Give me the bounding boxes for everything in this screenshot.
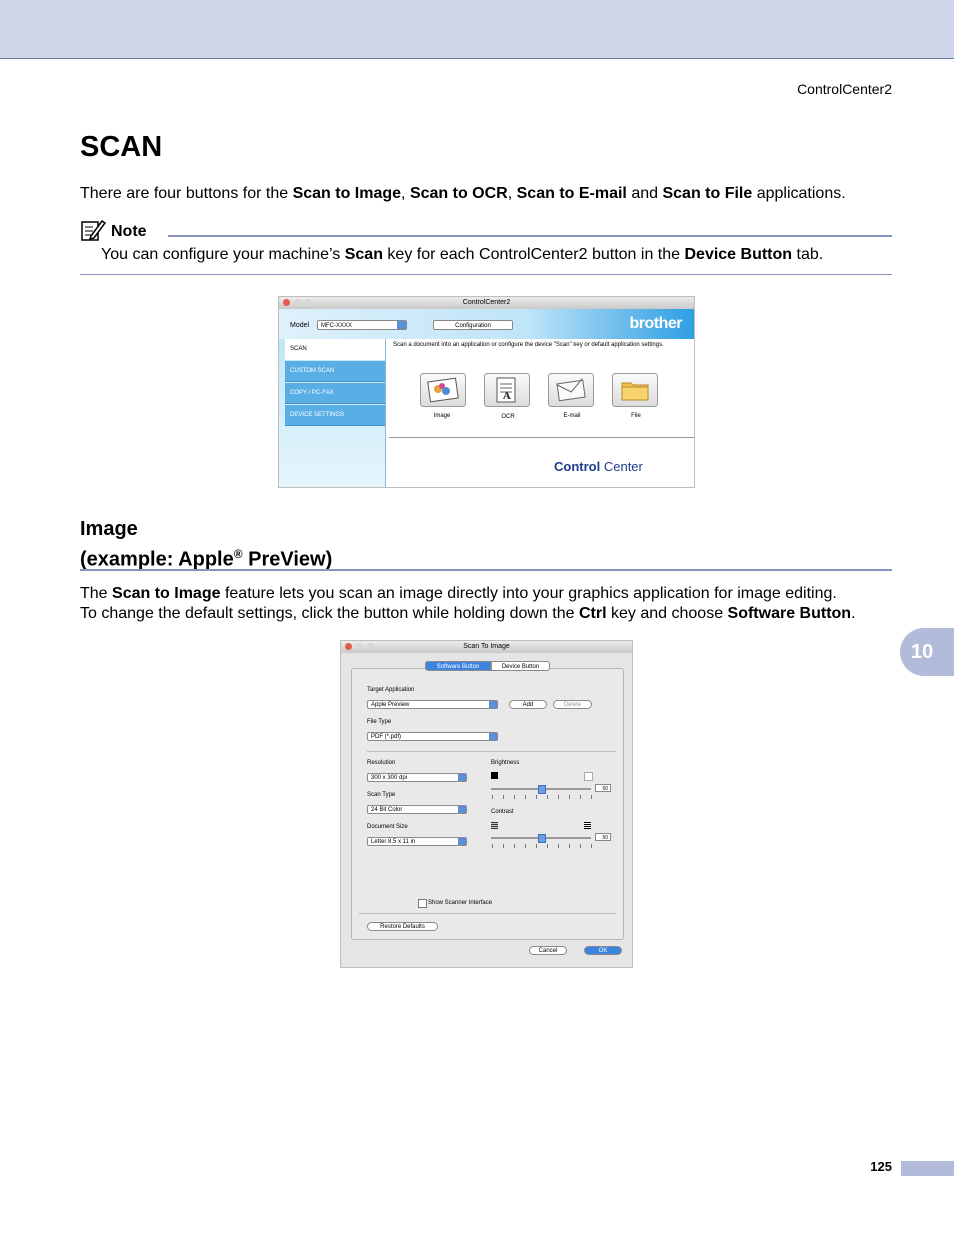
chevron-down-icon — [458, 838, 466, 845]
file-type-label: File Type — [367, 719, 392, 725]
cc-window-title: ControlCenter2 — [462, 299, 511, 306]
cc-sidebar — [279, 339, 386, 487]
resolution-select[interactable]: 300 x 300 dpi — [367, 773, 467, 782]
brother-logo: brother — [629, 315, 682, 332]
document-size-label: Document Size — [367, 824, 408, 830]
brightness-label: Brightness — [491, 760, 520, 766]
footer-separator — [359, 913, 616, 914]
restore-defaults-button[interactable]: Restore Defaults — [367, 922, 438, 931]
brightness-ticks — [492, 795, 592, 799]
sidebar-item-device-settings[interactable]: DEVICE SETTINGS — [285, 405, 385, 426]
target-application-select[interactable]: Apple Preview — [367, 700, 498, 709]
envelope-icon — [549, 374, 593, 406]
contrast-value-field[interactable]: 50 — [595, 833, 611, 841]
page-number: 125 — [870, 1159, 892, 1174]
tab-device-button[interactable]: Device Button — [491, 661, 550, 671]
controlcenter-logo: Control Center — [554, 459, 643, 474]
ocr-icon — [485, 374, 529, 406]
cc-toolbar — [279, 309, 694, 339]
model-label: Model — [290, 322, 310, 329]
header-band — [0, 0, 954, 59]
scan-to-image-button[interactable] — [420, 373, 466, 407]
intro-paragraph: There are four buttons for the Scan to Image, Scan to OCR, Scan to E-mail and Scan to File applications. — [80, 185, 846, 202]
ok-button[interactable]: OK — [584, 946, 622, 955]
note-label: Note — [111, 223, 147, 240]
resolution-label: Resolution — [367, 760, 396, 766]
chapter-tab: 10 — [900, 628, 954, 676]
section-heading: Image (example: Apple® PreView) — [80, 518, 333, 571]
sidebar-item-scan[interactable]: SCAN — [285, 339, 385, 360]
chevron-down-icon — [489, 733, 497, 740]
chevron-down-icon — [458, 774, 466, 781]
note-pencil-icon — [80, 218, 106, 242]
model-select[interactable]: MFC-XXXX — [317, 320, 407, 330]
brightness-value-field[interactable]: 50 — [595, 784, 611, 792]
page-title: SCAN — [80, 131, 163, 163]
svg-text:A: A — [503, 391, 511, 402]
note-header — [80, 218, 892, 242]
sidebar-item-custom-scan[interactable]: CUSTOM SCAN — [285, 361, 385, 382]
scan-to-email-button[interactable] — [548, 373, 594, 407]
low-contrast-icon — [491, 822, 498, 829]
body-paragraph: The Scan to Image feature lets you scan an image directly into your graphics application for image editing. To change the default settings, click the button while holding down the Ctrl key and choose Software Button. — [80, 585, 856, 622]
running-head: ControlCenter2 — [797, 81, 892, 97]
tab-software-button[interactable]: Software Button — [425, 661, 491, 671]
scan-to-image-window — [340, 640, 633, 968]
settings-separator — [367, 751, 616, 752]
document-size-select[interactable]: Letter 8.5 x 11 in — [367, 837, 467, 846]
sti-title-bar — [341, 641, 632, 653]
scan-type-label: Scan Type — [367, 792, 396, 798]
ocr-button-label: OCR — [501, 414, 515, 420]
file-button-label: File — [631, 413, 641, 419]
contrast-label: Contrast — [491, 809, 514, 815]
add-button[interactable]: Add — [509, 700, 547, 709]
note-text: You can configure your machine’s Scan key for each ControlCenter2 button in the Device Button tab. — [101, 246, 824, 263]
controlcenter2-window — [278, 296, 695, 488]
file-type-select[interactable]: PDF (*.pdf) — [367, 732, 498, 741]
scan-to-ocr-button[interactable] — [484, 373, 530, 407]
image-button-label: Image — [433, 413, 451, 419]
chevron-down-icon — [458, 806, 466, 813]
show-scanner-label: Show Scanner Interface — [428, 900, 493, 906]
show-scanner-checkbox[interactable] — [418, 899, 427, 908]
delete-button[interactable]: Delete — [553, 700, 592, 709]
high-contrast-icon — [584, 822, 591, 829]
target-application-label: Target Application — [367, 687, 415, 693]
scan-type-select[interactable]: 24 Bit Color — [367, 805, 467, 814]
page-bar — [901, 1161, 954, 1176]
note-bottom-rule — [80, 274, 892, 275]
scan-to-file-button[interactable] — [612, 373, 658, 407]
configuration-button[interactable]: Configuration — [433, 320, 513, 330]
brightness-slider-handle[interactable] — [538, 785, 546, 794]
cc-separator — [389, 437, 694, 438]
cc-description: Scan a document into an application or configure the device "Scan" key or default application settings. — [393, 342, 664, 348]
light-brightness-icon — [584, 772, 593, 781]
dark-brightness-icon — [491, 772, 498, 779]
sidebar-item-copy-pc-fax[interactable]: COPY / PC-FAX — [285, 383, 385, 404]
email-button-label: E-mail — [563, 413, 581, 419]
chevron-down-icon — [489, 701, 497, 708]
contrast-slider-handle[interactable] — [538, 834, 546, 843]
cc-title-bar — [279, 297, 694, 309]
folder-icon — [613, 374, 657, 406]
section-rule — [80, 569, 892, 571]
contrast-ticks — [492, 844, 592, 848]
chevron-down-icon — [397, 321, 406, 329]
sti-window-title: Scan To Image — [463, 643, 510, 650]
image-icon — [421, 374, 465, 406]
cancel-button[interactable]: Cancel — [529, 946, 567, 955]
note-rule — [168, 235, 892, 237]
